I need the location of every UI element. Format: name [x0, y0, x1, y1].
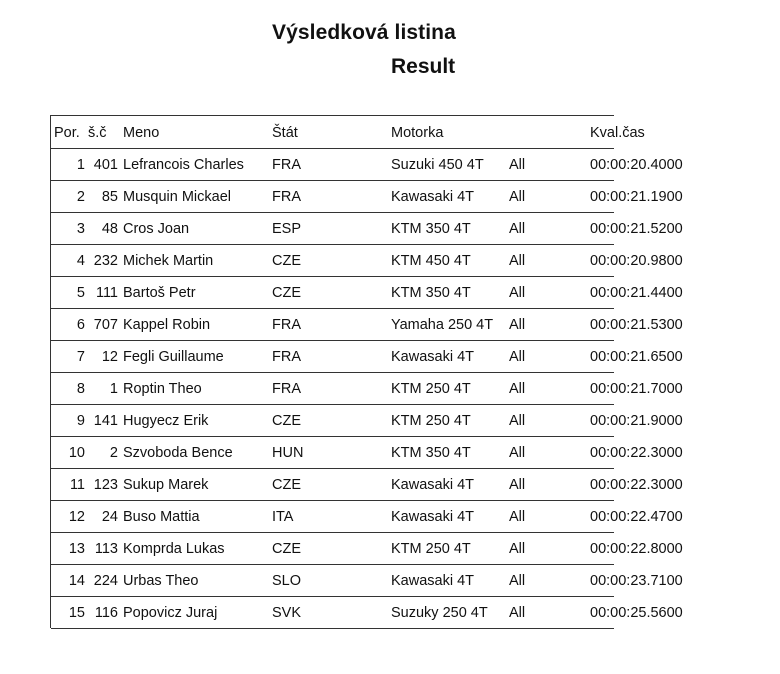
table-row — [51, 372, 683, 405]
cell-meno: Musquin Mickael — [123, 189, 231, 205]
table-header-row — [51, 116, 645, 149]
cell-motorka: Suzuki 450 4T — [391, 157, 484, 173]
cell-kval-cas: 00:00:20.9800 — [590, 253, 683, 269]
cell-meno: Szvoboda Bence — [123, 445, 233, 461]
cell-stat: SLO — [272, 573, 302, 589]
cell-sc: 24 — [101, 509, 118, 525]
cell-por: 4 — [76, 253, 85, 269]
cell-motorka: Kawasaki 4T — [391, 573, 475, 589]
cell-stat: FRA — [272, 381, 301, 397]
cell-kval-cas: 00:00:20.4000 — [590, 157, 683, 173]
cell-motorka: Yamaha 250 4T — [391, 317, 494, 333]
table-row — [51, 340, 683, 373]
cell-trieda: All — [509, 381, 526, 397]
cell-sc: 48 — [101, 221, 118, 237]
table-row — [51, 468, 683, 501]
cell-motorka: Kawasaki 4T — [391, 509, 475, 525]
cell-stat: ITA — [272, 509, 294, 525]
cell-meno: Popovicz Juraj — [123, 605, 218, 621]
table-row — [51, 436, 683, 469]
cell-trieda: All — [509, 189, 526, 205]
header-por: Por. — [54, 125, 80, 141]
table-row — [51, 148, 683, 181]
cell-trieda: All — [509, 413, 526, 429]
cell-por: 2 — [76, 189, 85, 205]
document-subtitle: Result — [391, 55, 456, 78]
cell-sc: 111 — [95, 285, 118, 301]
cell-sc: 123 — [93, 477, 118, 493]
cell-kval-cas: 00:00:21.4400 — [590, 285, 683, 301]
cell-kval-cas: 00:00:22.3000 — [590, 477, 683, 493]
cell-stat: CZE — [272, 413, 301, 429]
cell-trieda: All — [509, 573, 526, 589]
cell-motorka: KTM 350 4T — [391, 285, 471, 301]
header-motorka: Motorka — [391, 125, 444, 141]
cell-kval-cas: 00:00:21.5200 — [590, 221, 683, 237]
table-row — [51, 404, 683, 437]
cell-meno: Hugyecz Erik — [123, 413, 209, 429]
header-meno: Meno — [123, 125, 160, 141]
cell-trieda: All — [509, 221, 526, 237]
cell-stat: CZE — [272, 253, 301, 269]
table-row — [51, 532, 683, 565]
header-stat: Štát — [272, 125, 298, 141]
cell-trieda: All — [509, 605, 526, 621]
cell-por: 11 — [69, 477, 85, 493]
cell-meno: Roptin Theo — [123, 381, 202, 397]
cell-kval-cas: 00:00:23.7100 — [590, 573, 683, 589]
cell-stat: FRA — [272, 317, 301, 333]
cell-sc: 401 — [93, 157, 118, 173]
cell-meno: Kappel Robin — [123, 317, 211, 333]
cell-trieda: All — [509, 253, 526, 269]
cell-trieda: All — [509, 509, 526, 525]
cell-kval-cas: 00:00:22.3000 — [590, 445, 683, 461]
cell-meno: Lefrancois Charles — [123, 157, 244, 173]
table-row — [51, 180, 683, 213]
document-title: Výsledková listina — [272, 21, 456, 44]
table-row — [51, 212, 683, 245]
cell-por: 15 — [68, 605, 85, 621]
cell-meno: Buso Mattia — [123, 509, 200, 525]
cell-meno: Michek Martin — [123, 253, 214, 269]
cell-trieda: All — [509, 317, 526, 333]
cell-kval-cas: 00:00:25.5600 — [590, 605, 683, 621]
cell-motorka: Kawasaki 4T — [391, 189, 475, 205]
cell-trieda: All — [509, 477, 526, 493]
cell-meno: Bartoš Petr — [123, 285, 196, 301]
cell-sc: 224 — [93, 573, 118, 589]
cell-por: 3 — [76, 221, 85, 237]
cell-sc: 2 — [109, 445, 118, 461]
cell-stat: SVK — [272, 605, 302, 621]
cell-sc: 232 — [93, 253, 118, 269]
cell-motorka: KTM 350 4T — [391, 445, 471, 461]
cell-stat: FRA — [272, 157, 301, 173]
cell-stat: FRA — [272, 189, 301, 205]
cell-kval-cas: 00:00:21.6500 — [590, 349, 683, 365]
cell-kval-cas: 00:00:21.1900 — [590, 189, 683, 205]
cell-kval-cas: 00:00:22.8000 — [590, 541, 683, 557]
cell-meno: Fegli Guillaume — [123, 349, 224, 365]
cell-meno: Sukup Marek — [123, 477, 209, 493]
cell-por: 10 — [68, 445, 85, 461]
cell-trieda: All — [509, 285, 526, 301]
table-row — [51, 276, 683, 309]
cell-por: 9 — [76, 413, 85, 429]
cell-por: 5 — [76, 285, 85, 301]
table-row — [51, 308, 683, 341]
cell-trieda: All — [509, 445, 526, 461]
cell-por: 7 — [76, 349, 85, 365]
cell-kval-cas: 00:00:21.7000 — [590, 381, 683, 397]
header-kval-cas: Kval.čas — [590, 125, 645, 141]
cell-kval-cas: 00:00:22.4700 — [590, 509, 683, 525]
cell-meno: Urbas Theo — [123, 573, 199, 589]
cell-sc: 141 — [93, 413, 118, 429]
cell-stat: ESP — [272, 221, 302, 237]
cell-motorka: Suzuky 250 4T — [391, 605, 488, 621]
cell-motorka: KTM 250 4T — [391, 381, 471, 397]
cell-trieda: All — [509, 349, 526, 365]
cell-sc: 12 — [101, 349, 118, 365]
table-row — [51, 500, 683, 533]
cell-sc: 707 — [93, 317, 118, 333]
cell-kval-cas: 00:00:21.5300 — [590, 317, 683, 333]
cell-kval-cas: 00:00:21.9000 — [590, 413, 683, 429]
cell-por: 14 — [68, 573, 85, 589]
cell-stat: CZE — [272, 285, 301, 301]
cell-motorka: Kawasaki 4T — [391, 349, 475, 365]
results-table — [50, 115, 683, 628]
header-sc: š.č — [88, 125, 107, 141]
cell-stat: CZE — [272, 477, 301, 493]
cell-motorka: KTM 350 4T — [391, 221, 471, 237]
cell-por: 13 — [68, 541, 85, 557]
cell-stat: FRA — [272, 349, 301, 365]
cell-sc: 85 — [101, 189, 118, 205]
cell-motorka: KTM 450 4T — [391, 253, 471, 269]
cell-por: 6 — [76, 317, 85, 333]
cell-por: 12 — [68, 509, 85, 525]
cell-stat: HUN — [272, 445, 304, 461]
cell-por: 1 — [76, 157, 85, 173]
table-row — [51, 564, 683, 597]
cell-trieda: All — [509, 157, 526, 173]
cell-por: 8 — [76, 381, 85, 397]
cell-motorka: KTM 250 4T — [391, 541, 471, 557]
table-row — [51, 596, 683, 629]
cell-motorka: Kawasaki 4T — [391, 477, 475, 493]
cell-motorka: KTM 250 4T — [391, 413, 471, 429]
cell-trieda: All — [509, 541, 526, 557]
table-row — [51, 244, 683, 277]
cell-sc: 1 — [109, 381, 118, 397]
cell-sc: 113 — [94, 541, 118, 557]
cell-meno: Cros Joan — [123, 221, 190, 237]
cell-sc: 116 — [94, 605, 118, 621]
cell-meno: Komprda Lukas — [123, 541, 225, 557]
cell-stat: CZE — [272, 541, 301, 557]
